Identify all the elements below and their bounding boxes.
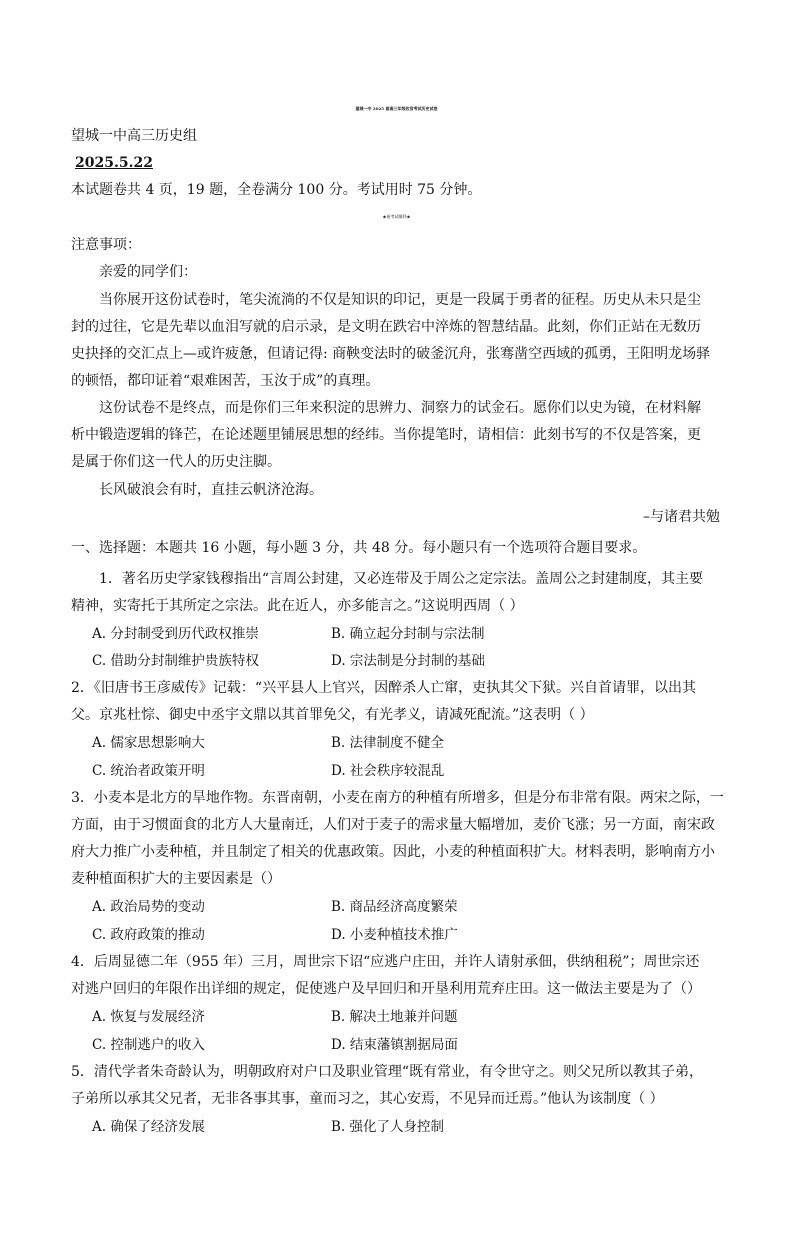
option-a: A. 恢复与发展经济 [92, 1009, 205, 1025]
notice-greeting: 亲爱的同学们： [99, 264, 197, 280]
teaching-group: 望城一中高三历史组 [71, 128, 197, 144]
notice-paragraph-line: 封的过往，它是先辈以血泪写就的启示录，是文明在跌宕中淬炼的智慧结晶。此刻，你们正站在无数历 [71, 319, 701, 335]
exam-date: 2025.5.22 [75, 155, 153, 171]
option-b: B. 强化了人身控制 [331, 1119, 445, 1135]
option-c: C. 统治者政策开明 [92, 763, 205, 779]
question-line: 父。京兆杜悰、御史中丞宇文鼎以其首罪免父，有光孝义，请减死配流。”这表明（ ） [71, 707, 594, 723]
question-line: 5．清代学者朱奇龄认为，明朝政府对户口及职业管理“既有常业，有令世守之。则父兄所以教其子弟， [71, 1064, 704, 1080]
option-a: A. 分封制受到历代政权推崇 [92, 626, 259, 642]
notice-paragraph-line: 史抉择的交汇点上—或许疲惫，但请记得: 商鞅变法时的破釜沉舟，张骞凿空西域的孤勇，王阳明龙场驿 [71, 346, 711, 362]
option-d: D. 小麦种植技术推广 [331, 927, 458, 943]
question-line: 麦种植面积扩大的主要因素是（） [71, 871, 281, 887]
notice-heading: 注意事项： [71, 237, 141, 253]
blessing-line: ★祝考试顺利★ [382, 214, 411, 219]
notice-closing-verse: 长风破浪会有时，直挂云帆济沧海。 [99, 482, 323, 498]
option-a: A. 儒家思想影响大 [92, 735, 205, 751]
exam-title: 望城一中 2025 届高三年级收官考试历史试卷 [355, 106, 438, 111]
option-d: D. 社会秩序较混乱 [331, 763, 445, 779]
question-line: 对逃户回归的年限作出详细的规定，促使逃户及早回归和开垦利用荒弃庄田。这一做法主要是为了（） [71, 981, 701, 997]
option-c: C. 借助分封制维护贵族特权 [92, 653, 259, 669]
notice-paragraph-line: 的顿悟，都印证着“艰难困苦，玉汝于成”的真理。 [71, 373, 380, 389]
question-line: 府大力推广小麦种植，并且制定了相关的优惠政策。因此，小麦的种植面积扩大。材料表明，影响南方小 [71, 844, 715, 860]
option-b: B. 确立起分封制与宗法制 [331, 626, 485, 642]
question-line: 2．《旧唐书王彦威传》记载：“兴平县人上官兴，因醉杀人亡窜，吏执其父下狱。兴自首请罪，以出其 [71, 680, 697, 696]
question-line: 方面，由于习惯面食的北方人大量南迁，人们对于麦子的需求量大幅增加，麦价飞涨；另一方面，南宋政 [71, 817, 715, 833]
question-line: 1．著名历史学家钱穆指出“言周公封建，又必连带及于周公之定宗法。盖周公之封建制度，其主要 [99, 571, 704, 587]
option-b: B. 法律制度不健全 [331, 735, 445, 751]
question-line: 子弟所以承其父兄者，无非各事其事，童而习之，其心安焉，不见异而迁焉。”他认为该制度（ ） [71, 1091, 664, 1107]
option-b: B. 解决土地兼并问题 [331, 1009, 458, 1025]
question-line: 3．小麦本是北方的旱地作物。东晋南朝，小麦在南方的种植有所增多，但是分布非常有限。两宋之际，一 [71, 790, 724, 806]
notice-paragraph-line: 这份试卷不是终点，而是你们三年来积淀的思辨力、洞察力的试金石。愿你们以史为镜，在材料解 [99, 400, 701, 416]
notice-paragraph-line: 是属于你们这一代人的历史注脚。 [71, 454, 281, 470]
exam-info: 本试题卷共 4 页，19 题，全卷满分 100 分。考试用时 75 分钟。 [71, 182, 482, 198]
option-b: B. 商品经济高度繁荣 [331, 899, 458, 915]
option-c: C. 控制逃户的收入 [92, 1037, 205, 1053]
option-d: D. 宗法制是分封制的基础 [331, 653, 485, 669]
option-a: A. 确保了经济发展 [92, 1119, 205, 1135]
option-c: C. 政府政策的推动 [92, 927, 205, 943]
notice-paragraph-line: 析中锻造逻辑的锋芒，在论述题里铺展思想的经纬。当你提笔时，请相信：此刻书写的不仅是答案，更 [71, 427, 701, 443]
question-line: 精神，实寄托于其所定之宗法。此在近人，亦多能言之。”这说明西周（ ） [71, 598, 524, 614]
section-heading: 一、选择题：本题共 16 小题，每小题 3 分，共 48 分。每小题只有一个选项符合题目要求。 [71, 540, 647, 556]
notice-paragraph-line: 当你展开这份试卷时，笔尖流淌的不仅是知识的印记，更是一段属于勇者的征程。历史从未只是尘 [99, 292, 701, 308]
notice-signature: –与诸君共勉 [643, 509, 720, 525]
question-line: 4．后周显德二年（955 年）三月，周世宗下诏“应逃户庄田，并许人请射承佃，供纳租税”；周世宗还 [71, 954, 700, 970]
option-a: A. 政治局势的变动 [92, 899, 205, 915]
option-d: D. 结束藩镇割据局面 [331, 1037, 458, 1053]
